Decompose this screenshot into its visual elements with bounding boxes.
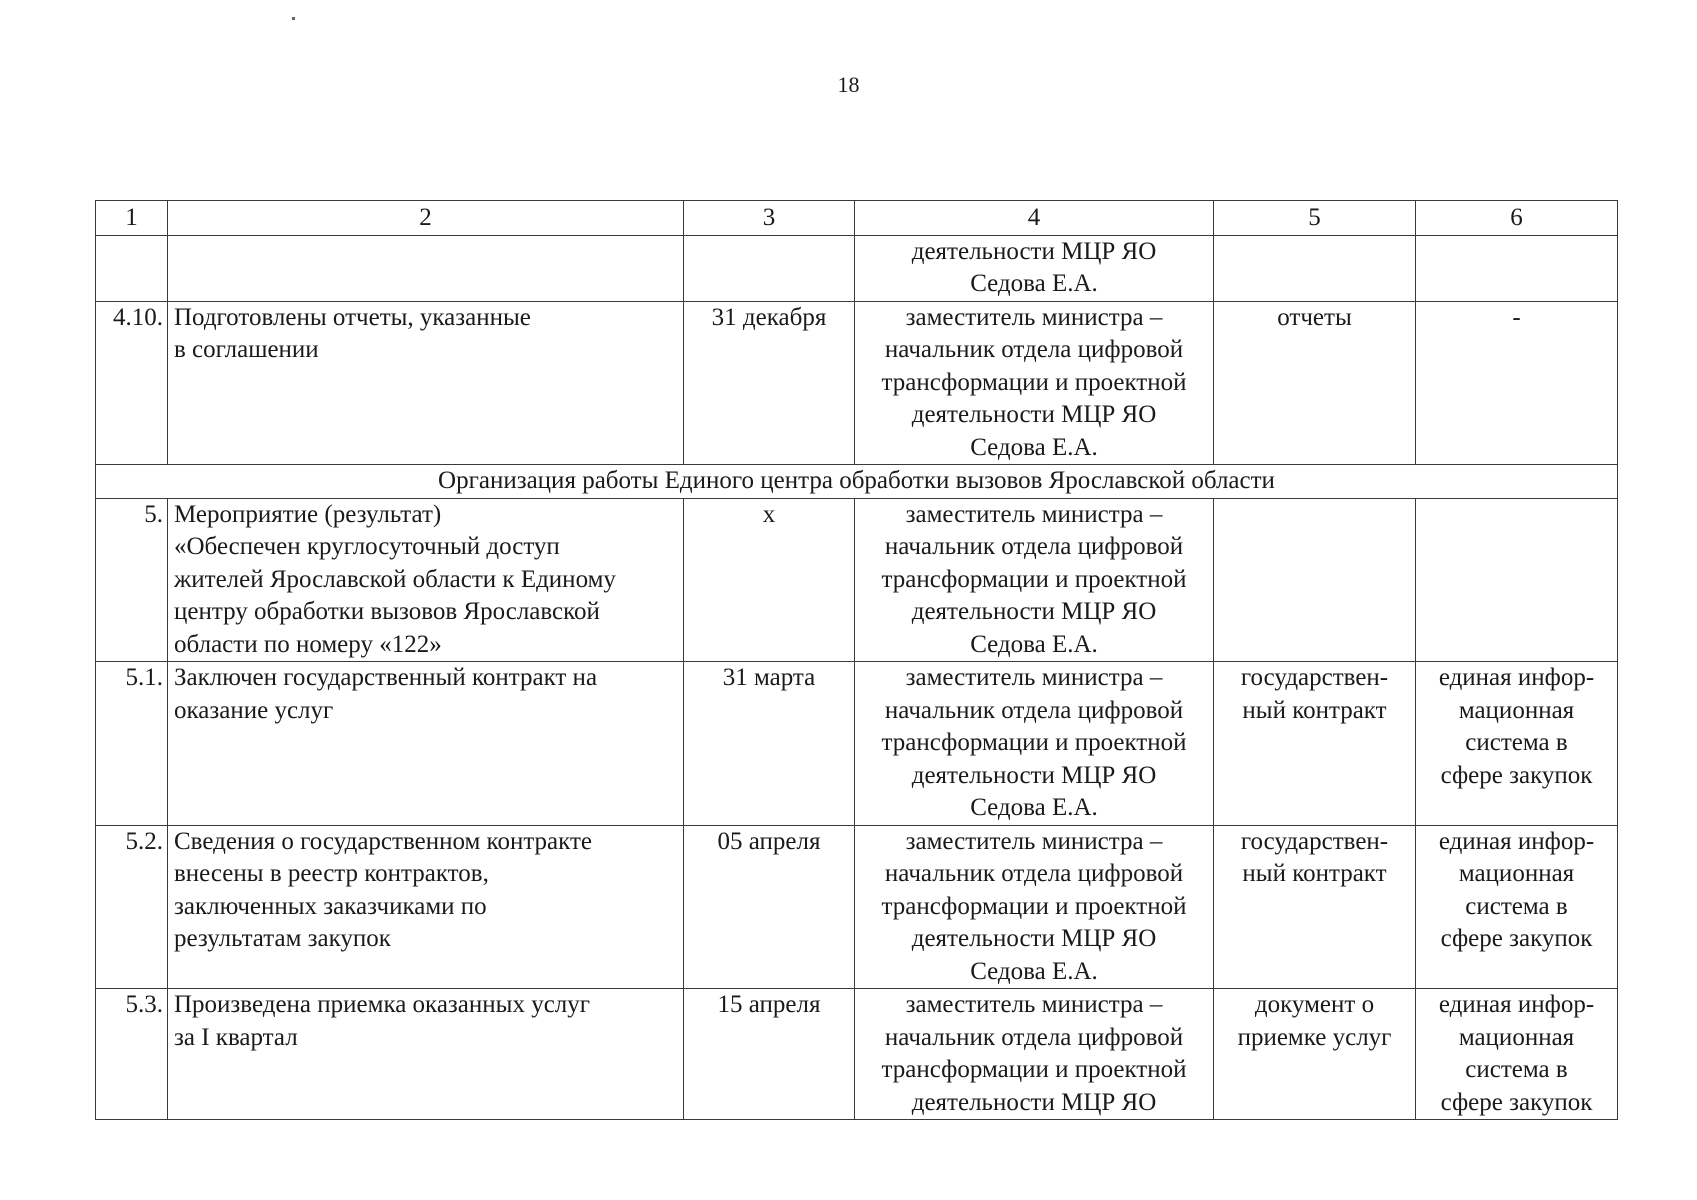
item-system: [1416, 235, 1618, 301]
item-task-line: за I квартал: [174, 1023, 298, 1051]
table-row: [96, 498, 1618, 662]
item-task: [168, 235, 684, 301]
item-system-line: мационная: [1458, 696, 1575, 724]
item-responsible-line: Седова Е.А.: [970, 630, 1098, 658]
item-document-line: приемке услуг: [1237, 1023, 1392, 1051]
item-responsible-line: деятельности МЦР ЯО: [911, 237, 1157, 265]
item-responsible-line: Седова Е.А.: [970, 794, 1098, 821]
item-number: 5.: [96, 498, 168, 662]
item-system-line: система в: [1465, 892, 1568, 920]
item-document: [1214, 498, 1416, 662]
column-number-1: 1: [96, 201, 168, 236]
item-deadline: 15 апреля: [684, 989, 855, 1120]
item-responsible-line: Седова Е.А.: [970, 433, 1098, 461]
item-responsible-line: деятельности МЦР ЯО: [911, 1088, 1157, 1116]
table-row: [96, 989, 1618, 1120]
item-responsible-line: заместитель министра –: [905, 664, 1163, 691]
column-number-2: 2: [168, 201, 684, 236]
item-task-line: Подготовлены отчеты, указанные: [174, 303, 531, 331]
item-number: 4.10.: [96, 301, 168, 465]
item-task-line: Заключен государственный контракт на: [174, 664, 598, 691]
item-responsible: [855, 662, 1214, 826]
item-system-line: единая инфор-: [1438, 827, 1595, 855]
plan-table: [95, 200, 1618, 1120]
item-responsible-line: заместитель министра –: [905, 827, 1163, 855]
item-system-line: сфере закупок: [1440, 761, 1593, 789]
plan-table-body: [96, 201, 1618, 1120]
item-responsible-line: трансформации и проектной: [881, 368, 1187, 396]
item-system-line: система в: [1465, 729, 1568, 756]
item-deadline: 05 апреля: [684, 825, 855, 989]
item-task-line: оказание услуг: [174, 696, 334, 724]
item-document-line: государствен-: [1240, 664, 1389, 691]
table-row: [96, 662, 1618, 826]
item-responsible-line: трансформации и проектной: [881, 892, 1187, 920]
item-document: [1214, 825, 1416, 989]
item-task-line: «Обеспечен круглосуточный доступ: [174, 533, 560, 560]
item-system: [1416, 498, 1618, 662]
item-task: [168, 301, 684, 465]
item-document: [1214, 301, 1416, 465]
item-system: [1416, 825, 1618, 989]
item-task-line: заключенных заказчиками по: [174, 892, 487, 920]
item-document-line: отчеты: [1277, 303, 1352, 331]
item-responsible-line: деятельности МЦР ЯО: [911, 598, 1157, 625]
item-responsible-line: деятельности МЦР ЯО: [911, 761, 1157, 789]
item-system: [1416, 301, 1618, 465]
table-header-row: [96, 201, 1618, 236]
column-number-4: 4: [855, 201, 1214, 236]
item-responsible-line: деятельности МЦР ЯО: [911, 401, 1157, 428]
item-task-line: Произведена приемка оказанных услуг: [174, 991, 591, 1018]
item-task-line: центру обработки вызовов Ярославской: [174, 598, 600, 625]
item-task: [168, 989, 684, 1120]
item-responsible-line: начальник отдела цифровой: [884, 696, 1184, 724]
table-row: [96, 235, 1618, 301]
table-row: [96, 825, 1618, 989]
column-number-3: 3: [684, 201, 855, 236]
item-responsible-line: трансформации и проектной: [881, 1056, 1187, 1083]
item-system-line: единая инфор-: [1438, 664, 1595, 691]
item-responsible-line: Седова Е.А.: [970, 957, 1098, 985]
item-number: 5.3.: [96, 989, 168, 1120]
section-title: Организация работы Единого центра обработки вызовов Ярославской области: [96, 465, 1618, 499]
item-number: 5.1.: [96, 662, 168, 826]
item-document-line: государствен-: [1240, 827, 1389, 855]
item-task: [168, 825, 684, 989]
item-number: [96, 235, 168, 301]
item-responsible-line: деятельности МЦР ЯО: [911, 925, 1157, 952]
item-system-line: система в: [1465, 1056, 1568, 1083]
item-task-line: внесены в реестр контрактов,: [174, 860, 489, 887]
item-task: [168, 498, 684, 662]
item-responsible-line: начальник отдела цифровой: [884, 860, 1184, 887]
table-row: [96, 301, 1618, 465]
item-document-line: документ о: [1254, 991, 1375, 1018]
item-responsible-line: заместитель министра –: [905, 303, 1163, 331]
item-task: [168, 662, 684, 826]
item-task-line: в соглашении: [174, 336, 319, 363]
item-responsible: [855, 989, 1214, 1120]
item-task-line: области по номеру «122»: [174, 630, 442, 658]
item-deadline: [684, 235, 855, 301]
item-responsible: [855, 825, 1214, 989]
item-responsible-line: начальник отдела цифровой: [884, 533, 1184, 560]
item-system-line: мационная: [1458, 1023, 1575, 1051]
item-task-line: результатам закупок: [174, 925, 391, 952]
item-document: [1214, 989, 1416, 1120]
item-deadline: 31 декабря: [684, 301, 855, 465]
item-responsible-line: трансформации и проектной: [881, 729, 1187, 756]
item-system-line: -: [1512, 303, 1521, 331]
page-number: 18: [837, 72, 860, 97]
item-system-line: мационная: [1458, 860, 1575, 887]
item-responsible-line: начальник отдела цифровой: [884, 1023, 1184, 1051]
item-document: [1214, 662, 1416, 826]
item-responsible-line: начальник отдела цифровой: [884, 336, 1184, 363]
item-system: [1416, 989, 1618, 1120]
item-system-line: сфере закупок: [1440, 925, 1593, 952]
item-system-line: сфере закупок: [1440, 1088, 1593, 1116]
item-document: [1214, 235, 1416, 301]
item-responsible-line: заместитель министра –: [905, 991, 1163, 1018]
item-responsible: [855, 235, 1214, 301]
item-responsible-line: заместитель министра –: [905, 500, 1163, 528]
item-deadline: 31 марта: [684, 662, 855, 826]
item-responsible: [855, 301, 1214, 465]
item-document-line: ный контракт: [1242, 696, 1387, 724]
item-task-line: жителей Ярославской области к Единому: [174, 565, 616, 593]
column-number-5: 5: [1214, 201, 1416, 236]
item-task-line: Мероприятие (результат): [174, 500, 442, 528]
section-header-row: [96, 465, 1618, 499]
scan-speck: [292, 17, 295, 20]
item-system-line: единая инфор-: [1438, 991, 1595, 1018]
column-number-6: 6: [1416, 201, 1618, 236]
item-responsible-line: Седова Е.А.: [970, 270, 1098, 297]
item-responsible: [855, 498, 1214, 662]
item-deadline: х: [684, 498, 855, 662]
item-task-line: Сведения о государственном контракте: [174, 827, 592, 855]
item-system: [1416, 662, 1618, 826]
item-document-line: ный контракт: [1242, 860, 1387, 887]
item-number: 5.2.: [96, 825, 168, 989]
item-responsible-line: трансформации и проектной: [881, 565, 1187, 593]
